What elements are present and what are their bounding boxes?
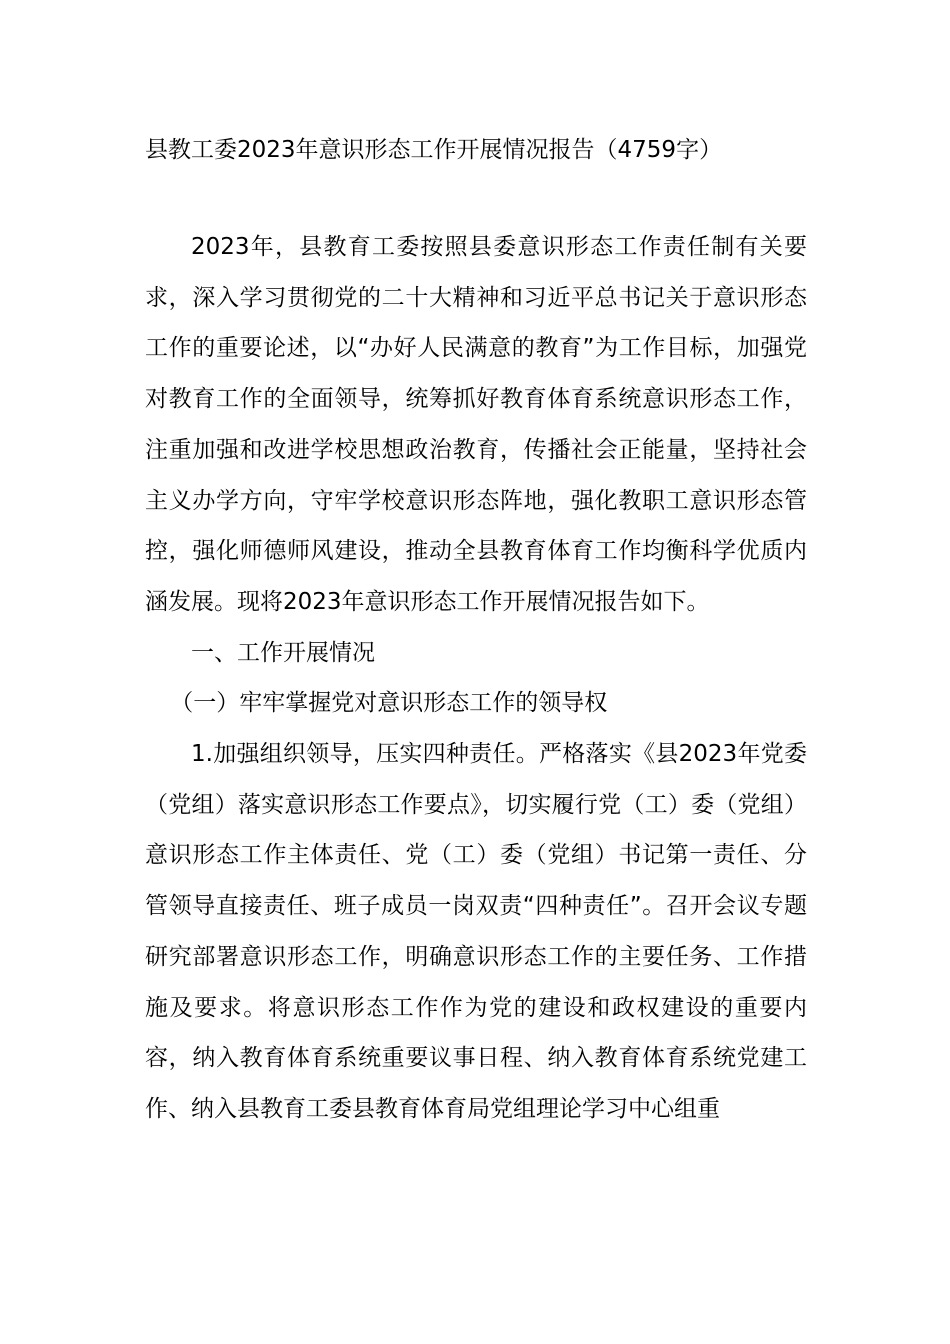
document-title: 县教工委2023年意识形态工作开展情况报告（4759字） xyxy=(145,137,723,163)
document-body xyxy=(145,222,807,1135)
intro-paragraph: 2023年，县教育工委按照县委意识形态工作责任制有关要求，深入学习贯彻党的二十大精神和习近平总书记关于意识形态工作的重要论述，以“办好人民满意的教育”为工作目标，加强党对教育工作的全面领导，统筹抓好教育体育系统意识形态工作，注重加强和改进学校思想政治教育，传播社会正能量，坚持社会主义办学方向，守牢学校意识形态阵地，强化教职工意识形态管控，强化师德师风建设，推动全县教育体育工作均衡科学优质内涵发展。现将2023年意识形态工作开展情况报告如下。 xyxy=(145,234,807,615)
section-heading: 一、工作开展情况 xyxy=(191,639,375,666)
subsection-heading: （一）牢牢掌握党对意识形态工作的领导权 xyxy=(170,690,608,717)
item-paragraph: 1.加强组织领导，压实四种责任。严格落实《县2023年党委（党组）落实意识形态工作要点》，切实履行党（工）委（党组）意识形态工作主体责任、党（工）委（党组）书记第一责任、分管领导直接责任、班子成员一岗双责“四种责任”。召开会议专题研究部署意识形态工作，明确意识形态工作的主要任务、工作措施及要求。将意识形态工作作为党的建设和政权建设的重要内容，纳入教育体育系统重要议事日程、纳入教育体育系统党建工作、纳入县教育工委县教育体育局党组理论学习中心组重 xyxy=(145,741,807,1122)
